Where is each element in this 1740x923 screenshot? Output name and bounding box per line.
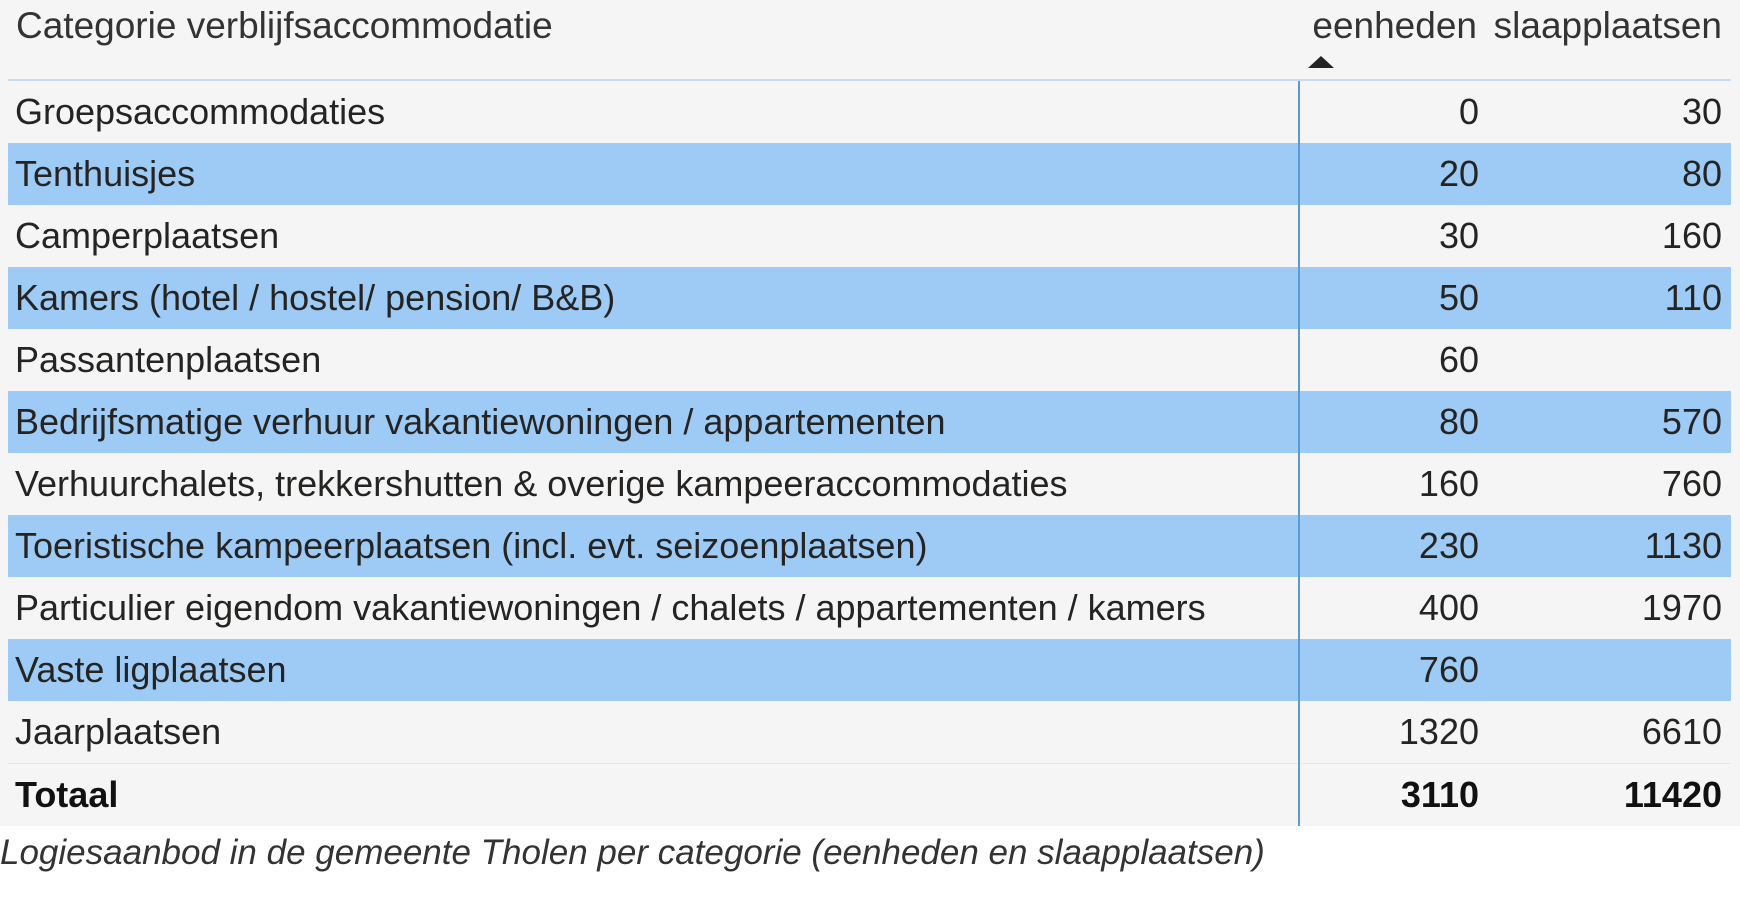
cell-category: Tenthuisjes	[15, 153, 196, 194]
table-body	[8, 81, 1731, 763]
table-row[interactable]	[8, 81, 1731, 143]
cell-slaapplaatsen: 110	[1664, 277, 1722, 318]
table-caption: Logiesaanbod in de gemeente Tholen per categorie (eenheden en slaapplaatsen)	[0, 833, 1265, 872]
cell-category: Jaarplaatsen	[15, 711, 222, 752]
table-row[interactable]	[8, 515, 1731, 577]
table-header-row	[0, 0, 1740, 80]
cell-slaapplaatsen: 6610	[1641, 711, 1722, 752]
cell-slaapplaatsen: 160	[1661, 215, 1722, 256]
cell-eenheden: 160	[1418, 463, 1479, 504]
cell-slaapplaatsen: 1970	[1641, 587, 1722, 628]
table-row[interactable]	[8, 453, 1731, 515]
cell-eenheden: 760	[1418, 649, 1479, 690]
table-row[interactable]	[8, 577, 1731, 639]
cell-category: Passantenplaatsen	[15, 339, 322, 380]
column-header-eenheden[interactable]: eenheden	[1312, 5, 1477, 46]
cell-eenheden: 230	[1418, 525, 1479, 566]
cell-slaapplaatsen: 80	[1681, 153, 1722, 194]
cell-category: Bedrijfsmatige verhuur vakantiewoningen / appartementen	[15, 401, 946, 442]
cell-eenheden: 80	[1438, 401, 1479, 442]
cell-eenheden: 0	[1458, 91, 1479, 132]
table-row[interactable]	[8, 391, 1731, 453]
cell-category: Kamers (hotel / hostel/ pension/ B&B)	[15, 277, 616, 318]
cell-slaapplaatsen: 570	[1661, 401, 1722, 442]
sort-ascending-icon[interactable]	[1308, 56, 1334, 68]
cell-category: Verhuurchalets, trekkershutten & overige kampeeraccommodaties	[15, 463, 1068, 504]
table-row[interactable]	[8, 143, 1731, 205]
total-label: Totaal	[15, 774, 119, 815]
cell-eenheden: 1320	[1398, 711, 1479, 752]
cell-category: Camperplaatsen	[15, 215, 280, 256]
cell-eenheden: 30	[1438, 215, 1479, 256]
table-row[interactable]	[8, 329, 1731, 391]
cell-category: Groepsaccommodaties	[15, 91, 386, 132]
column-header-slaapplaatsen[interactable]: slaapplaatsen	[1493, 5, 1722, 46]
cell-eenheden: 20	[1438, 153, 1479, 194]
total-row	[8, 763, 1731, 826]
cell-category: Particulier eigendom vakantiewoningen / chalets / appartementen / kamers	[15, 587, 1206, 628]
cell-eenheden: 400	[1418, 587, 1479, 628]
cell-category: Toeristische kampeerplaatsen (incl. evt. seizoenplaatsen)	[15, 525, 928, 566]
cell-eenheden: 50	[1438, 277, 1479, 318]
total-eenheden: 3110	[1400, 774, 1479, 815]
table-row[interactable]	[8, 701, 1731, 763]
table-row[interactable]	[8, 267, 1731, 329]
cell-category: Vaste ligplaatsen	[15, 649, 287, 690]
cell-slaapplaatsen: 1130	[1644, 525, 1722, 566]
cell-slaapplaatsen: 30	[1681, 91, 1722, 132]
column-divider	[1298, 81, 1300, 826]
cell-slaapplaatsen: 760	[1661, 463, 1722, 504]
cell-eenheden: 60	[1438, 339, 1479, 380]
table-row[interactable]	[8, 205, 1731, 267]
column-header-category[interactable]: Categorie verblijfsaccommodatie	[16, 5, 553, 46]
total-slaapplaatsen: 11420	[1623, 774, 1722, 815]
table-row[interactable]	[8, 639, 1731, 701]
